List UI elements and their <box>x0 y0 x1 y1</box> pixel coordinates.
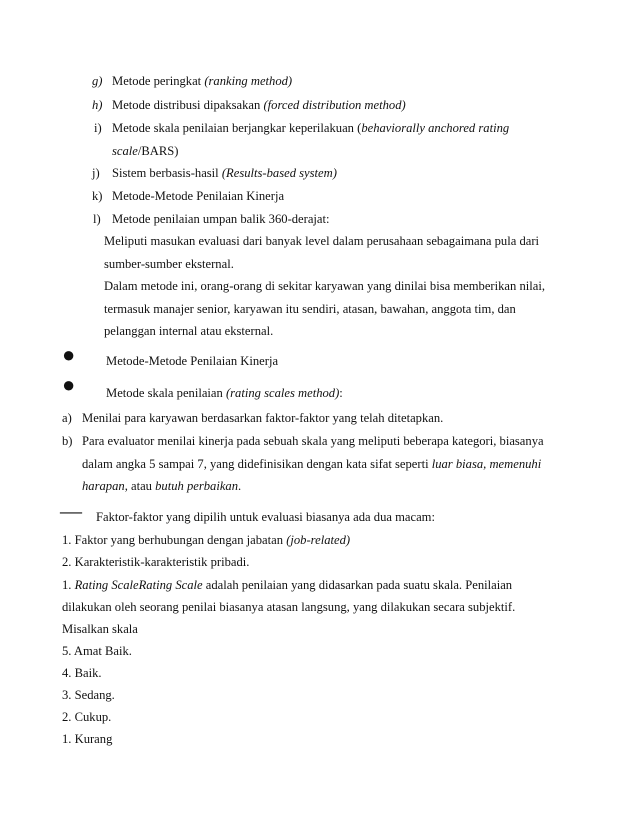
list-item-b-line2: dalam angka 5 sampai 7, yang didefinisikan dengan kata sifat seperti luar biasa, memenuhi <box>82 457 542 471</box>
list-marker-g: g) <box>92 74 103 88</box>
list-item-k: Metode-Metode Penilaian Kinerja <box>112 189 285 203</box>
list-item-l-line: termasuk manajer senior, karyawan itu sendiri, atasan, bawahan, anggota tim, dan <box>104 302 516 316</box>
list-item-b: Para evaluator menilai kinerja pada sebuah skala yang meliputi beberapa kategori, biasanya <box>82 434 544 448</box>
list-marker-h: h) <box>92 98 103 112</box>
list-marker-k: k) <box>92 189 103 203</box>
list-item-j: Sistem berbasis-hasil (Results-based system) <box>112 166 337 180</box>
list-marker-b: b) <box>62 434 73 448</box>
dash-icon: — <box>60 498 82 523</box>
list-item-i-continuation: scale/BARS) <box>112 144 179 158</box>
list-item-i: Metode skala penilaian berjangkar keperilakuan (behaviorally anchored rating <box>112 121 510 135</box>
list-marker-l: l) <box>93 212 101 226</box>
list-item-l-line: sumber-sumber eksternal. <box>104 257 234 271</box>
scale-item: 2. Cukup. <box>62 710 112 724</box>
rating-scale-paragraph: 1. Rating ScaleRating Scale adalah penilaian yang didasarkan pada suatu skala. Penilaian <box>62 578 513 592</box>
list-item-g: Metode peringkat (ranking method) <box>112 74 293 88</box>
list-item-l: Metode penilaian umpan balik 360-derajat: <box>112 212 330 226</box>
list-item-h: Metode distribusi dipaksakan (forced distribution method) <box>112 98 406 112</box>
bullet-item-2: Metode skala penilaian (rating scales method): <box>106 386 343 400</box>
list-marker-i: i) <box>94 121 102 135</box>
factor-item-2: 2. Karakteristik-karakteristik pribadi. <box>62 555 250 569</box>
factor-item-1: 1. Faktor yang berhubungan dengan jabatan (job-related) <box>62 533 351 547</box>
list-item-b-line3: harapan, atau butuh perbaikan. <box>82 479 242 493</box>
scale-item: 5. Amat Baik. <box>62 644 132 658</box>
rating-scale-paragraph-line: dilakukan oleh seorang penilai biasanya atasan langsung, yang dilakukan secara subjektif. <box>62 600 516 614</box>
dash-item: Faktor-faktor yang dipilih untuk evaluasi biasanya ada dua macam: <box>96 510 435 524</box>
scale-item: 4. Baik. <box>62 666 102 680</box>
list-item-l-line: Dalam metode ini, orang-orang di sekitar karyawan yang dinilai bisa memberikan nilai, <box>104 279 545 293</box>
scale-item: 3. Sedang. <box>62 688 115 702</box>
list-item-l-line: Meliputi masukan evaluasi dari banyak level dalam perusahaan sebagaimana pula dari <box>104 234 540 248</box>
rating-scale-paragraph-line: Misalkan skala <box>62 622 138 636</box>
list-item-a: Menilai para karyawan berdasarkan faktor-faktor yang telah ditetapkan. <box>82 411 444 425</box>
bullet-icon: ● <box>62 372 76 397</box>
list-marker-a: a) <box>62 411 72 425</box>
list-marker-j: j) <box>92 166 100 180</box>
bullet-icon: ● <box>62 342 76 367</box>
scale-item: 1. Kurang <box>62 732 113 746</box>
list-item-l-line: pelanggan internal atau eksternal. <box>104 324 274 338</box>
bullet-item-1: Metode-Metode Penilaian Kinerja <box>106 354 279 368</box>
